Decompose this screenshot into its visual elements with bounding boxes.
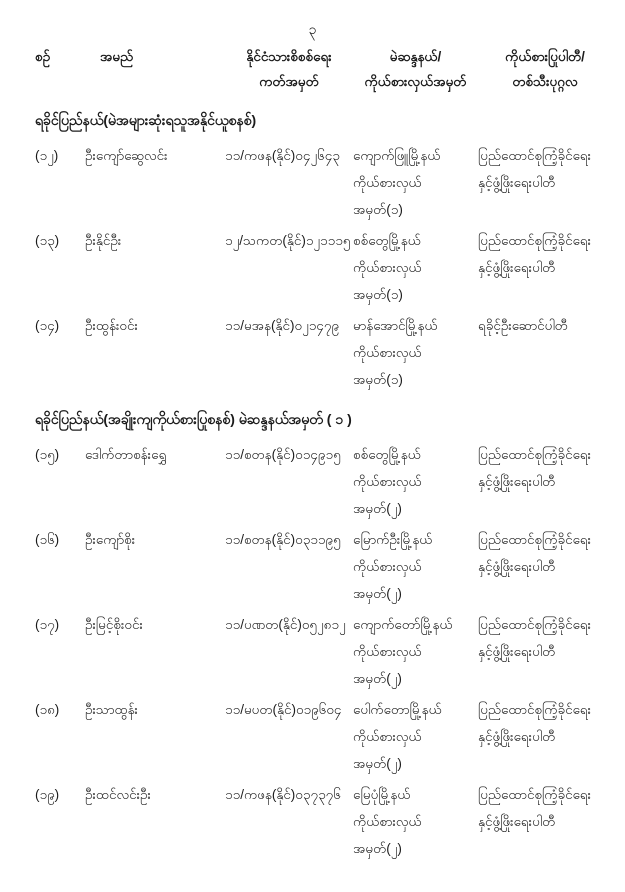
constituency-line: အမှတ်(၂): [353, 501, 402, 516]
cell-party: [478, 696, 612, 777]
section-title-pr: ရခိုင်ပြည်နယ်(အချိုးကျကိုယ်စားပြုစနစ်) မဲဆန္ဒနယ်အမှတ် ( ၁ ): [35, 411, 352, 427]
cell-name: ဦးထွန်းဝင်း: [85, 318, 138, 333]
cell-constituency: [353, 441, 478, 522]
constituency-line: အမှတ်(၁): [353, 372, 403, 387]
cell-serial: (၁၉): [35, 787, 60, 802]
cell-serial: (၁၇): [35, 617, 60, 632]
party-line: နှင့်ဖွံ့ဖြိုးရေးပါတီ: [478, 175, 556, 190]
cell-nrc: ၁၁/မပတ(နိုင်)၀၁၉၆၀၄: [225, 702, 342, 717]
cell-serial: (၁၄): [35, 318, 60, 333]
cell-nrc: ၁၁/ပဏတ(နိုင်)၀၅၂၈၁၂: [225, 617, 346, 632]
column-header-constituency: [353, 44, 478, 94]
cell-nrc: ၁၁/ကဖန(နိုင်)၀၃၇၃၇၆: [225, 787, 341, 802]
table-row: [35, 611, 612, 692]
table-row: [35, 781, 612, 862]
column-header-party-line1: ကိုယ်စားပြုပါတီ/: [505, 49, 585, 64]
cell-party: [478, 227, 612, 308]
constituency-line: ကိုယ်စားလှယ်: [353, 175, 422, 190]
party-line: ပြည်ထောင်စုကြံ့ခိုင်ရေး: [478, 148, 592, 163]
constituency-line: ကိုယ်စားလှယ်: [353, 345, 422, 360]
cell-nrc: ၁၁/စတန(နိုင်)၀၁၄၉၁၅: [225, 447, 341, 462]
cell-constituency: [353, 142, 478, 223]
constituency-line: ကိုယ်စားလှယ်: [353, 644, 422, 659]
cell-name: ဦးထင်လင်းဦး: [85, 787, 151, 802]
cell-name: ဦးသာထွန်း: [85, 702, 138, 717]
table-row: [35, 441, 612, 522]
column-header-constituency-line2: ကိုယ်စားလှယ်အမှတ်: [364, 74, 467, 89]
column-header-serial: စဉ်: [35, 49, 51, 64]
constituency-line: ကိုယ်စားလှယ်: [353, 814, 422, 829]
cell-nrc: ၁၁/မအန(နိုင်)၀၂၁၄၇၉: [225, 318, 340, 333]
constituency-line: အမှတ်(၂): [353, 756, 402, 771]
cell-serial: (၁၆): [35, 532, 60, 547]
constituency-line: စစ်တွေမြို့နယ်: [353, 447, 421, 462]
table-row: [35, 526, 612, 607]
constituency-line: စစ်တွေမြို့နယ်: [353, 233, 421, 248]
party-line: နှင့်ဖွံ့ဖြိုးရေးပါတီ: [478, 644, 556, 659]
cell-party: [478, 142, 612, 223]
cell-constituency: [353, 611, 478, 692]
cell-name: ဦးမြင့်စိုးဝင်း: [85, 617, 143, 632]
column-header-nrc-line1: နိုင်ငံသားစိစစ်ရေး: [246, 49, 332, 64]
page-number: ၃: [308, 21, 317, 37]
cell-party: [478, 441, 612, 522]
cell-constituency: [353, 526, 478, 607]
column-header-party: [478, 44, 612, 94]
party-line: နှင့်ဖွံ့ဖြိုးရေးပါတီ: [478, 260, 556, 275]
constituency-line: မာန်အောင်မြို့နယ်: [353, 318, 438, 333]
constituency-line: အမှတ်(၁): [353, 202, 403, 217]
party-line: ပြည်ထောင်စုကြံ့ခိုင်ရေး: [478, 787, 592, 802]
cell-party: [478, 526, 612, 607]
constituency-line: ကိုယ်စားလှယ်: [353, 559, 422, 574]
cell-constituency: [353, 781, 478, 862]
table-row: [35, 696, 612, 777]
column-header-constituency-line1: မဲဆန္ဒနယ်/: [389, 49, 442, 64]
table-row: [35, 312, 612, 393]
cell-constituency: [353, 227, 478, 308]
constituency-line: ကျောက်ဖြူမြို့နယ်: [353, 148, 441, 163]
party-line: ရခိုင့်ဦးဆောင်ပါတီ: [478, 318, 568, 333]
column-header-nrc-line2: ကတ်အမှတ်: [259, 74, 319, 89]
column-header-party-line2: တစ်သီးပုဂ္ဂလ: [512, 74, 578, 89]
column-header-nrc: [225, 44, 353, 94]
party-line: နှင့်ဖွံ့ဖြိုးရေးပါတီ: [478, 559, 556, 574]
section-title-fptp: ရခိုင်ပြည်နယ်(မဲအများဆုံးရသူအနိုင်ယူစနစ်): [35, 112, 257, 128]
cell-party: [478, 611, 612, 692]
cell-name: ဦးကျော်ဆွေလင်း: [85, 148, 168, 163]
cell-party: [478, 312, 612, 393]
column-header-name: အမည်: [100, 49, 134, 64]
cell-serial: (၁၅): [35, 447, 60, 462]
party-line: ပြည်ထောင်စုကြံ့ခိုင်ရေး: [478, 233, 592, 248]
constituency-line: အမှတ်(၂): [353, 841, 402, 856]
party-line: ပြည်ထောင်စုကြံ့ခိုင်ရေး: [478, 702, 592, 717]
constituency-line: ကိုယ်စားလှယ်: [353, 260, 422, 275]
party-line: နှင့်ဖွံ့ဖြိုးရေးပါတီ: [478, 474, 556, 489]
constituency-line: ပေါက်တောမြို့နယ်: [353, 702, 442, 717]
cell-nrc: ၁၂/သကတ(နိုင်)၁၂၁၁၁၅: [225, 233, 351, 248]
constituency-line: အမှတ်(၂): [353, 671, 402, 686]
party-line: ပြည်ထောင်စုကြံ့ခိုင်ရေး: [478, 447, 592, 462]
cell-party: [478, 781, 612, 862]
cell-serial: (၁၂): [35, 148, 59, 163]
cell-name: ဒေါက်တာစန်းရွှေ: [85, 447, 167, 462]
constituency-line: မြေပုံမြို့နယ်: [353, 787, 411, 802]
cell-nrc: ၁၁/ကဖန(နိုင်)၀၄၂၆၄၃: [225, 148, 340, 163]
party-line: ပြည်ထောင်စုကြံ့ခိုင်ရေး: [478, 532, 592, 547]
constituency-line: မြောက်ဦးမြို့နယ်: [353, 532, 433, 547]
party-line: နှင့်ဖွံ့ဖြိုးရေးပါတီ: [478, 729, 556, 744]
cell-name: ဦးနိုင်ဦး: [85, 233, 122, 248]
cell-constituency: [353, 312, 478, 393]
table-row: [35, 227, 612, 308]
party-line: ပြည်ထောင်စုကြံ့ခိုင်ရေး: [478, 617, 592, 632]
constituency-line: ကိုယ်စားလှယ်: [353, 729, 422, 744]
table-row: [35, 142, 612, 223]
cell-serial: (၁၈): [35, 702, 60, 717]
party-line: နှင့်ဖွံ့ဖြိုးရေးပါတီ: [478, 814, 556, 829]
cell-nrc: ၁၁/စတန(နိုင်)၀၃၁၁၉၅: [225, 532, 341, 547]
cell-name: ဦးကျော်စိုး: [85, 532, 136, 547]
constituency-line: အမှတ်(၁): [353, 287, 403, 302]
cell-constituency: [353, 696, 478, 777]
constituency-line: အမှတ်(၂): [353, 586, 402, 601]
constituency-line: ကိုယ်စားလှယ်: [353, 474, 422, 489]
cell-serial: (၁၃): [35, 233, 60, 248]
constituency-line: ကျောက်တော်မြို့နယ်: [353, 617, 453, 632]
table-header: [35, 44, 612, 94]
